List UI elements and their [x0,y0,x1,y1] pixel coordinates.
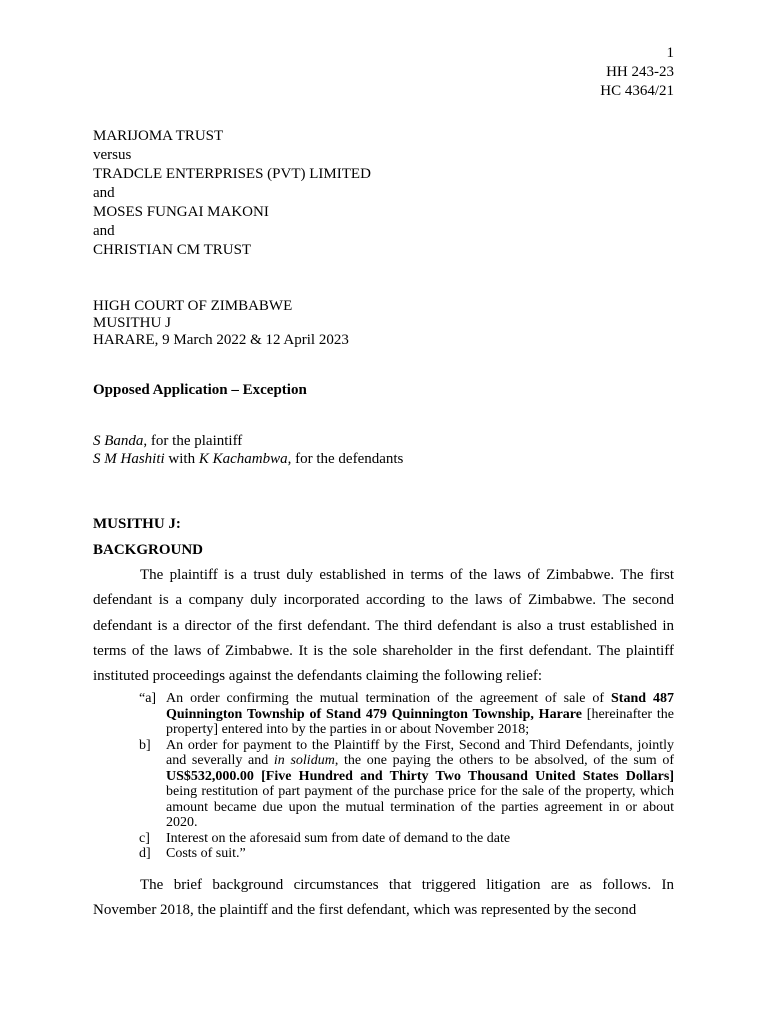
relief-label-c: c] [139,830,150,846]
relief-item-c [139,831,674,847]
relief-item-a [139,691,674,738]
relief-label-b: b] [139,737,151,753]
defendants-counsel-name-1: S M Hashiti [93,451,165,467]
party-first-defendant: TRADCLE ENTERPRISES (PVT) LIMITED [93,166,371,182]
judge-heading: MUSITHU J: [93,516,181,532]
party-separator: and [93,223,115,239]
party-separator: and [93,185,115,201]
relief-b-amount: US$532,000.00 [Five Hundred and Thirty Two Thousand United States Dollars] [166,768,674,784]
relief-label-a: “a] [139,691,157,706]
paragraph-1: The plaintiff is a trust duly established in terms of the laws of Zimbabwe. The first defendant is a company duly incorporated according to the laws of Zimbabwe. The second defendant is a director of the first defendant. The third defendant is also a trust established in terms of the laws of Zimbabwe. It is the sole shareholder in the first defendant. The plaintiff instituted proceedings against the defendants claiming the following relief: [93,567,674,685]
parties-block [93,127,371,260]
party-second-defendant: MOSES FUNGAI MAKONI [93,204,269,220]
defendants-counsel-name-2: K Kachambwa [198,451,288,467]
relief-item-b [139,738,674,831]
paragraph-2: The brief background circumstances that triggered litigation are as follows. In November 2018, the plaintiff and the first defendant, which was represented by the second [93,877,674,919]
defendants-counsel-with: with [164,451,199,467]
relief-c-text: Interest on the aforesaid sum from date of demand to the date [166,830,511,846]
relief-a-text-1: An order confirming the mutual termination of the agreement of sale of [166,691,611,706]
relief-d-text: Costs of suit.” [166,846,246,861]
relief-b-in-solidum: in solidum [273,753,335,768]
application-nature: Opposed Application – Exception [93,382,307,398]
relief-label-d: d] [139,846,151,861]
relief-quote [139,691,674,862]
relief-b-text-3: being restitution of part payment of the purchase price for the sale of the property, which amount became due upon the mutual termination of the parties agreement in or about 2020. [166,784,674,830]
section-heading: BACKGROUND [93,542,204,558]
relief-a-text-2: [hereinafter the property] entered into by the parties in or about November 2018; [166,706,675,737]
party-third-defendant: CHRISTIAN CM TRUST [93,242,252,258]
case-number: HC 4364/21 [600,83,674,99]
plaintiff-counsel-role: , for the plaintiff [143,433,243,449]
presiding-judge: MUSITHU J [93,315,171,331]
counsel-block [93,432,403,468]
relief-b-text-2: , the one paying the others to be absolved, of the sum of [334,753,675,768]
party-plaintiff: MARIJOMA TRUST [93,128,224,144]
relief-b-text-1: An order for payment to the Plaintiff by the First, Second and Third Defendants, jointly and severally and [166,737,674,768]
plaintiff-counsel [93,432,403,450]
defendants-counsel-role: , for the defendants [287,451,404,467]
party-separator: versus [93,147,132,163]
defendants-counsel [93,450,403,468]
plaintiff-counsel-name: S Banda [93,433,144,449]
page-number: 1 [666,45,674,61]
judgment-number: HH 243-23 [606,64,674,80]
relief-a-property: Stand 487 Quinnington Township of Stand 479 Quinnington Township, Harare [166,691,674,722]
court-name: HIGH COURT OF ZIMBABWE [93,298,293,314]
court-block [93,298,349,349]
page-header [600,44,674,101]
relief-item-d [139,846,674,862]
hearing-place-dates: HARARE, 9 March 2022 & 12 April 2023 [93,332,349,348]
